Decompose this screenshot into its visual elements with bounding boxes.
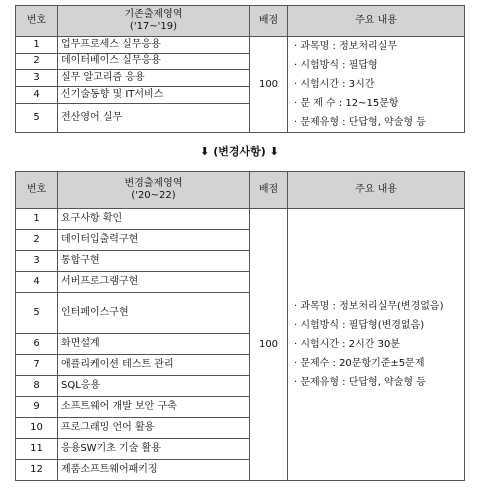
row-number: 1: [16, 209, 58, 230]
row-number: 9: [16, 397, 58, 418]
table-header-row: [16, 172, 465, 209]
detail-line: · 문제유형 : 단답형, 약술형 등: [294, 117, 426, 128]
row-area: 전산영어 실무: [58, 103, 250, 133]
row-number: 3: [16, 251, 58, 272]
row-area: 애플리케이션 테스트 관리: [58, 355, 250, 376]
row-number: 11: [16, 439, 58, 460]
row-area: 요구사항 확인: [58, 209, 250, 230]
row-number: 7: [16, 355, 58, 376]
score-cell: 100: [250, 37, 288, 133]
row-area: 화면설계: [58, 334, 250, 355]
table-row: [16, 37, 465, 54]
header-area: [58, 172, 250, 209]
detail-line: · 시험시간 : 3시간: [294, 79, 375, 90]
down-arrow-icon: ⬇: [269, 145, 279, 158]
previous-exam-table: [15, 5, 465, 133]
details-cell: [288, 37, 465, 133]
header-area-title: 변경출제영역: [124, 178, 183, 189]
row-area: 서버프로그램구현: [58, 272, 250, 293]
row-area: 인터페이스구현: [58, 293, 250, 334]
row-number: 8: [16, 376, 58, 397]
row-area: 소프트웨어 개발 보안 구축: [58, 397, 250, 418]
row-area: 통합구현: [58, 251, 250, 272]
row-area: 제품소프트웨어패키징: [58, 460, 250, 481]
table-row: [16, 209, 465, 230]
detail-line: · 시험방식 : 필답형: [294, 60, 378, 71]
row-number: 4: [16, 272, 58, 293]
detail-line: · 시험방식 : 필답형(변경없음): [294, 320, 425, 331]
row-number: 10: [16, 418, 58, 439]
row-area: SQL응용: [58, 376, 250, 397]
header-area-title: 기존출제영역: [124, 9, 183, 20]
header-area: [58, 6, 250, 37]
row-number: 2: [16, 53, 58, 70]
row-number: 6: [16, 334, 58, 355]
detail-line: · 문제유형 : 단답형, 약술형 등: [294, 377, 426, 388]
detail-line: · 과목명 : 정보처리실무: [294, 41, 398, 52]
row-area: 데이터베이스 실무응용: [58, 53, 250, 70]
row-number: 3: [16, 70, 58, 87]
down-arrow-icon: ⬇: [200, 145, 210, 158]
row-area: 신기술동향 및 IT서비스: [58, 86, 250, 103]
header-content: 주요 내용: [288, 6, 465, 37]
row-number: 5: [16, 103, 58, 133]
detail-line: · 시험시간 : 2시간 30분: [294, 339, 400, 350]
header-content: 주요 내용: [288, 172, 465, 209]
row-area: 데이터입출력구현: [58, 230, 250, 251]
separator-label: (변경사항): [213, 145, 266, 158]
header-score: 배점: [250, 172, 288, 209]
row-number: 1: [16, 37, 58, 54]
header-area-period: ('20~22): [131, 190, 176, 201]
detail-line: · 문제수 : 20문항기준±5문제: [294, 358, 425, 369]
header-number: 번호: [16, 172, 58, 209]
row-area: 프로그래밍 언어 활용: [58, 418, 250, 439]
table-header-row: [16, 6, 465, 37]
score-cell: 100: [250, 209, 288, 481]
changed-exam-table: [15, 171, 465, 481]
detail-line: · 문 제 수 : 12~15문항: [294, 98, 399, 109]
header-number: 번호: [16, 6, 58, 37]
change-separator: [0, 145, 479, 159]
header-area-period: ('17~'19): [129, 21, 178, 32]
row-number: 2: [16, 230, 58, 251]
detail-line: · 과목명 : 정보처리실무(변경없음): [294, 301, 444, 312]
header-score: 배점: [250, 6, 288, 37]
row-number: 12: [16, 460, 58, 481]
row-area: 업무프로세스 실무응용: [58, 37, 250, 54]
row-number: 5: [16, 293, 58, 334]
details-cell: [288, 209, 465, 481]
row-area: 실무 알고리즘 응용: [58, 70, 250, 87]
row-area: 응용SW기초 기술 활용: [58, 439, 250, 460]
row-number: 4: [16, 86, 58, 103]
